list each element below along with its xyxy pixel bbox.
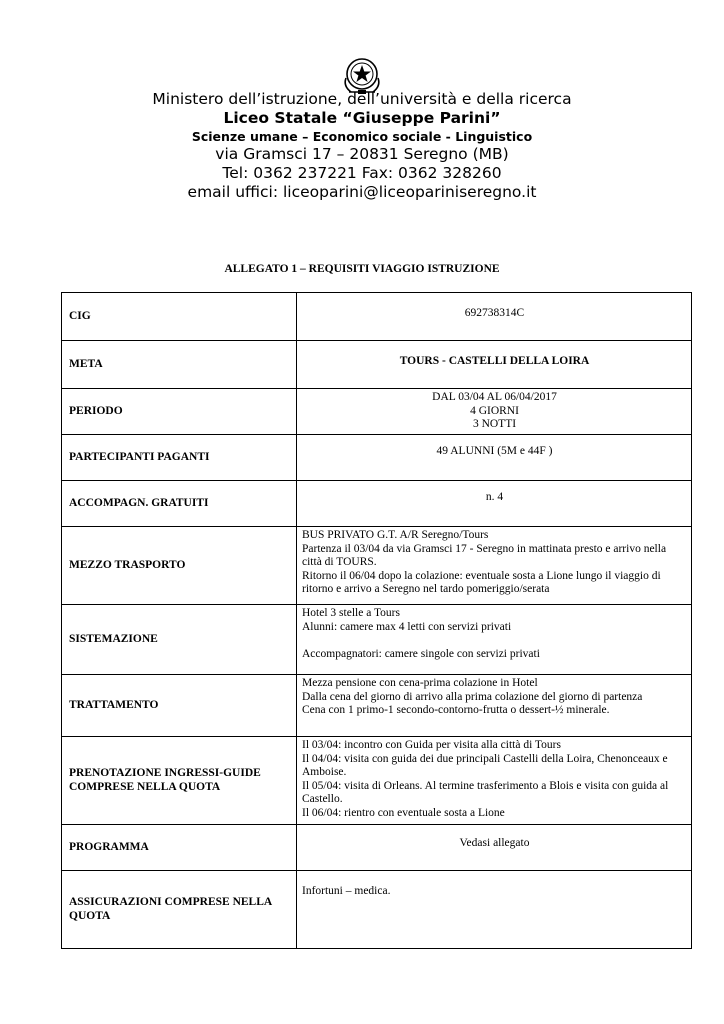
row-value: Hotel 3 stelle a Tours Alunni: camere max 4 letti con servizi privati Accompagnatori: camere singole con servizi privati: [297, 605, 692, 675]
row-value: Mezza pensione con cena-prima colazione in Hotel Dalla cena del giorno di arrivo alla prima colazione del giorno di partenza Cena con 1 primo-1 secondo-contorno-frutta o dessert-½ minerale.: [297, 675, 692, 737]
school-tracks: Scienze umane – Economico sociale - Linguistico: [191, 129, 533, 144]
school-name: Liceo Statale “Giuseppe Parini”: [223, 109, 501, 127]
row-value: Infortuni – medica.: [297, 871, 692, 949]
table-row: [62, 605, 692, 675]
requirements-table: [61, 292, 692, 949]
table-row: [62, 825, 692, 871]
school-email: email uffici: liceoparini@liceopariniseregno.it: [187, 183, 537, 201]
school-address: via Gramsci 17 – 20831 Seregno (MB): [215, 145, 509, 163]
row-value: n. 4: [297, 481, 692, 527]
row-value: BUS PRIVATO G.T. A/R Seregno/Tours Partenza il 03/04 da via Gramsci 17 - Seregno in mattinata presto e arrivo nella città di TOURS. Ritorno il 06/04 dopo la colazione: eventuale sosta a Lione lungo il viaggio di ritorno e arrivo a Seregno nel tardo pomeriggio/serata: [297, 527, 692, 605]
row-value: DAL 03/04 AL 06/04/2017 4 GIORNI 3 NOTTI: [297, 389, 692, 435]
table-row: [62, 435, 692, 481]
row-label: META: [62, 341, 297, 389]
row-label: PRENOTAZIONE INGRESSI-GUIDE COMPRESE NELLA QUOTA: [62, 737, 297, 825]
table-row: [62, 675, 692, 737]
document-title: ALLEGATO 1 – REQUISITI VIAGGIO ISTRUZIONE: [224, 263, 500, 275]
row-label: PROGRAMMA: [62, 825, 297, 871]
row-value: 49 ALUNNI (5M e 44F ): [297, 435, 692, 481]
ministry-name: Ministero dell’istruzione, dell’università e della ricerca: [152, 90, 572, 108]
row-label: MEZZO TRASPORTO: [62, 527, 297, 605]
row-label: ACCOMPAGN. GRATUITI: [62, 481, 297, 527]
table-row: [62, 737, 692, 825]
row-label: PARTECIPANTI PAGANTI: [62, 435, 297, 481]
row-value: Vedasi allegato: [297, 825, 692, 871]
row-label: CIG: [62, 293, 297, 341]
row-label: SISTEMAZIONE: [62, 605, 297, 675]
row-label: ASSICURAZIONI COMPRESE NELLA QUOTA: [62, 871, 297, 949]
row-value: 692738314C: [297, 293, 692, 341]
table-row: [62, 871, 692, 949]
table-row: [62, 341, 692, 389]
row-value: TOURS - CASTELLI DELLA LOIRA: [297, 341, 692, 389]
letterhead: [0, 90, 724, 202]
row-label: PERIODO: [62, 389, 297, 435]
table-row: [62, 293, 692, 341]
table-row: [62, 481, 692, 527]
row-label: TRATTAMENTO: [62, 675, 297, 737]
table-row: [62, 389, 692, 435]
school-phone: Tel: 0362 237221 Fax: 0362 328260: [222, 164, 502, 182]
table-row: [62, 527, 692, 605]
row-value: Il 03/04: incontro con Guida per visita alla città di Tours Il 04/04: visita con guida dei due principali Castelli della Loira, Chenonceaux e Amboise. Il 05/04: visita di Orleans. Al termine trasferimento a Blois e visita con guida al Castello. Il 06/04: rientro con eventuale sosta a Lione: [297, 737, 692, 825]
